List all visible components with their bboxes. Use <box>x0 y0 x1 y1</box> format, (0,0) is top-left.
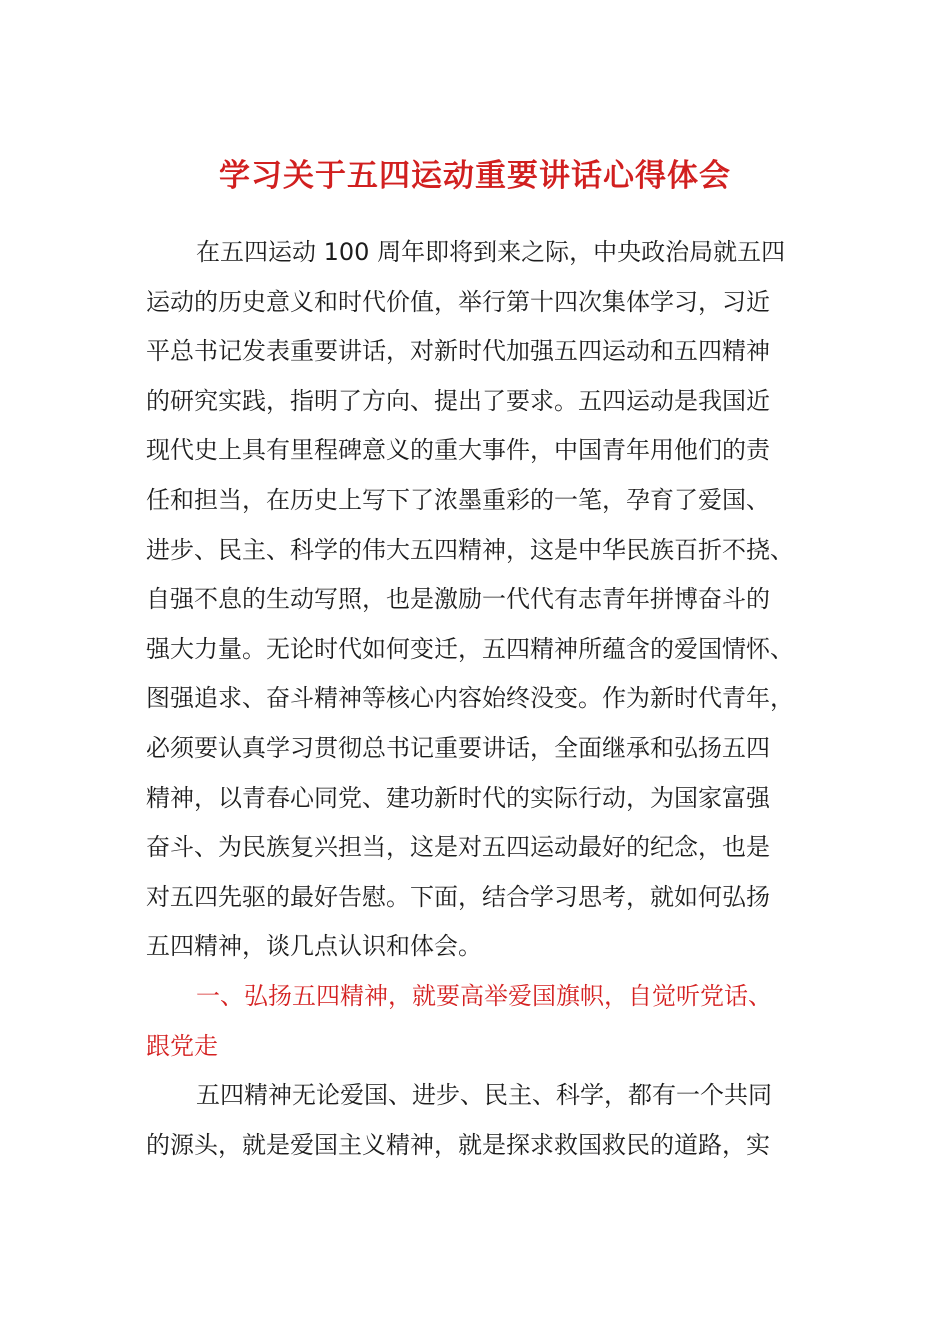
paragraph-1-line-5: 现代史上具有里程碑意义的重大事件，中国青年用他们的责 <box>146 436 770 464</box>
paragraph-1-line-10: 图强追求、奋斗精神等核心内容始终没变。作为新时代青年， <box>146 684 794 712</box>
paragraph-1-line-4: 的研究实践，指明了方向、提出了要求。五四运动是我国近 <box>146 387 770 415</box>
paragraph-2-line-1: 五四精神无论爱国、进步、民主、科学，都有一个共同 <box>196 1081 772 1109</box>
paragraph-1-line-2: 运动的历史意义和时代价值，举行第十四次集体学习，习近 <box>146 288 770 316</box>
paragraph-1-line-13: 奋斗、为民族复兴担当，这是对五四运动最好的纪念，也是 <box>146 833 770 861</box>
paragraph-1-line-7: 进步、民主、科学的伟大五四精神，这是中华民族百折不挠、 <box>146 536 794 564</box>
paragraph-1-line-6: 任和担当，在历史上写下了浓墨重彩的一笔，孕育了爱国、 <box>146 486 770 514</box>
paragraph-1-line-15: 五四精神，谈几点认识和体会。 <box>146 932 482 960</box>
paragraph-1-line-12: 精神，以青春心同党、建功新时代的实际行动，为国家富强 <box>146 784 770 812</box>
paragraph-1-line-14: 对五四先驱的最好告慰。下面，结合学习思考，就如何弘扬 <box>146 883 770 911</box>
paragraph-1-line-3: 平总书记发表重要讲话，对新时代加强五四运动和五四精神 <box>146 337 770 365</box>
paragraph-2-line-2: 的源头，就是爱国主义精神，就是探求救国救民的道路，实 <box>146 1131 770 1159</box>
document-title: 学习关于五四运动重要讲话心得体会 <box>219 158 731 194</box>
paragraph-1-line-1: 在五四运动 100 周年即将到来之际，中央政治局就五四 <box>196 238 786 266</box>
paragraph-1-line-11: 必须要认真学习贯彻总书记重要讲话，全面继承和弘扬五四 <box>146 734 770 762</box>
paragraph-1-line-8: 自强不息的生动写照，也是激励一代代有志青年拼博奋斗的 <box>146 585 770 613</box>
section-1-heading-line-2: 跟党走 <box>146 1032 218 1060</box>
section-1-heading-line-1: 一、弘扬五四精神，就要高举爱国旗帜，自觉听党话、 <box>196 982 772 1010</box>
paragraph-1-line-9: 强大力量。无论时代如何变迁，五四精神所蕴含的爱国情怀、 <box>146 635 794 663</box>
